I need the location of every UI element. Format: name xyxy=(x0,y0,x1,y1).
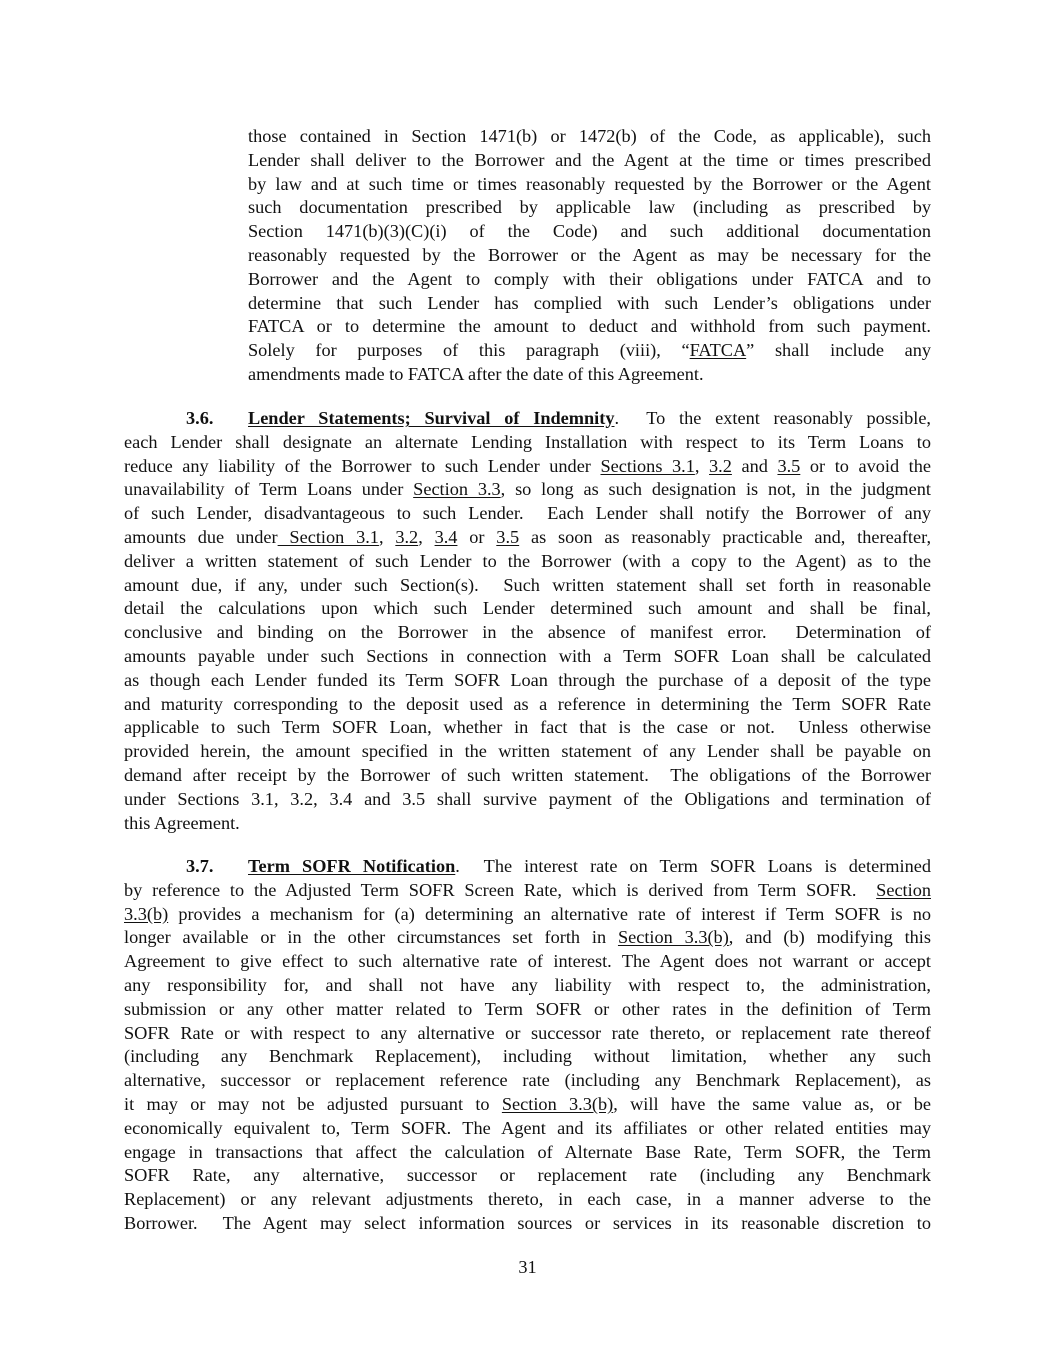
text-line xyxy=(124,455,931,479)
cross-reference: Section 3.3 xyxy=(413,479,501,500)
text-segment: applicable to such Term SOFR Loan, whether in fact that is the case or not. Unless otherwise xyxy=(124,717,931,738)
cross-reference: 3.5 xyxy=(777,455,801,476)
text-line xyxy=(124,998,931,1022)
text-line xyxy=(124,1093,931,1117)
text-segment: SOFR Rate or with respect to any alternative or successor rate thereto, or replacement rate thereof xyxy=(124,1022,931,1043)
text-segment: submission or any other matter related to Term SOFR or other rates in the definition of Term xyxy=(124,998,931,1019)
text-segment: and xyxy=(731,455,778,476)
text-segment: , xyxy=(418,526,435,547)
text-line xyxy=(124,740,931,764)
text-segment: Solely for purposes of this paragraph (viii), “ xyxy=(248,340,690,361)
text-line xyxy=(124,621,931,645)
section-heading: Lender Statements; Survival of Indemnity xyxy=(248,408,615,428)
text-line xyxy=(124,431,931,455)
text-line xyxy=(124,764,931,788)
text-segment: SOFR Rate, any alternative, successor or replacement rate (including any Benchmark xyxy=(124,1165,931,1186)
text-line xyxy=(124,669,931,693)
text-segment: by law and at such time or times reasonably requested by the Borrower or the Agent xyxy=(248,173,931,194)
text-segment: amounts payable under such Sections in connection with a Term SOFR Loan shall be calculated xyxy=(124,645,931,666)
text-segment: unavailability of Term Loans under xyxy=(124,479,414,500)
text-line xyxy=(248,173,931,197)
text-line xyxy=(124,645,931,669)
text-line xyxy=(124,1188,931,1212)
text-segment: engage in transactions that affect the calculation of Alternate Base Rate, Term SOFR, the Term xyxy=(124,1141,931,1162)
text-segment: , xyxy=(378,526,396,547)
text-segment: of such Lender, disadvantageous to such Lender. Each Lender shall notify the Borrower of any xyxy=(124,503,931,524)
cross-reference: Section 3.3(b) xyxy=(617,927,729,948)
text-segment: provides a mechanism for (a) determining an alternative rate of interest if Term SOFR is no xyxy=(168,903,931,924)
cross-reference: 3.2 xyxy=(709,455,732,476)
text-segment: Section 1471(b)(3)(C)(i) of the Code) and such additional documentation xyxy=(248,221,931,242)
text-segment: , xyxy=(694,455,710,476)
text-segment: those contained in Section 1471(b) or 1472(b) of the Code, as applicable), such xyxy=(248,126,931,146)
text-segment: under Sections 3.1, 3.2, 3.4 and 3.5 shall survive payment of the Obligations and termination of xyxy=(124,788,931,809)
text-segment: , will have the same value as, or be xyxy=(613,1093,931,1114)
text-segment: alternative, successor or replacement reference rate (including any Benchmark Replacement), as xyxy=(124,1070,931,1091)
text-line xyxy=(248,315,931,339)
text-line xyxy=(124,926,931,950)
text-line xyxy=(124,597,931,621)
text-segment: reduce any liability of the Borrower to such Lender under xyxy=(124,455,601,476)
cross-reference: FATCA xyxy=(689,340,747,361)
text-segment: as though each Lender funded its Term SOFR Loan through the purchase of a deposit of the type xyxy=(124,669,931,690)
text-segment: it may or may not be adjusted pursuant to xyxy=(124,1093,502,1114)
text-line xyxy=(124,1022,931,1046)
text-line xyxy=(124,1069,931,1093)
text-segment: amounts due under xyxy=(124,526,278,547)
text-segment: demand after receipt by the Borrower of such written statement. The obligations of the Borrower xyxy=(124,764,931,785)
text-line xyxy=(248,339,931,363)
text-line xyxy=(124,855,931,879)
cross-reference: 3.5 xyxy=(496,526,520,547)
text-line xyxy=(124,1045,931,1069)
text-line xyxy=(124,812,931,836)
text-line xyxy=(248,220,931,244)
text-segment: as soon as reasonably practicable and, thereafter, xyxy=(519,526,931,547)
text-segment: Replacement) or any relevant adjustments thereto, in each case, in a manner adverse to the xyxy=(124,1189,931,1210)
cross-reference: 3.4 xyxy=(434,526,458,547)
text-segment: Borrower. The Agent may select information sources or services in its reasonable discretion to xyxy=(124,1212,931,1233)
text-line xyxy=(124,574,931,598)
text-segment: amount due, if any, under such Section(s). Such written statement shall set forth in reasonable xyxy=(124,574,931,595)
text-segment: detail the calculations upon which such Lender determined such amount and shall be final, xyxy=(124,598,931,619)
text-segment: determine that such Lender has complied with such Lender’s obligations under xyxy=(248,292,931,313)
text-segment: (including any Benchmark Replacement), including without limitation, whether any such xyxy=(124,1046,931,1067)
section-number: 3.7. xyxy=(186,856,214,876)
text-line xyxy=(248,125,931,149)
text-line xyxy=(248,196,931,220)
cross-reference: 3.3(b) xyxy=(124,903,169,924)
text-line xyxy=(124,1164,931,1188)
text-segment: such documentation prescribed by applicable law (including as prescribed by xyxy=(248,197,931,218)
text-segment: provided herein, the amount specified in the written statement of any Lender shall be payable on xyxy=(124,741,931,762)
text-segment: . The interest rate on Term SOFR Loans is determined xyxy=(455,856,931,876)
text-line xyxy=(124,693,931,717)
text-line xyxy=(124,526,931,550)
text-line xyxy=(124,716,931,740)
cross-reference: Section 3.3(b) xyxy=(501,1093,614,1114)
section-3-7-term-sofr-notification xyxy=(124,855,931,1236)
text-segment: amendments made to FATCA after the date of this Agreement. xyxy=(248,363,704,384)
text-line xyxy=(124,478,931,502)
text-line xyxy=(124,974,931,998)
text-segment: Agreement to give effect to such alternative rate of interest. The Agent does not warrant or accept xyxy=(124,951,931,972)
text-segment: deliver a written statement of such Lender to the Borrower (with a copy to the Agent) as to the xyxy=(124,550,931,571)
cross-reference: Section 3.1 xyxy=(277,526,379,547)
text-segment: Lender shall deliver to the Borrower and the Agent at the time or times prescribed xyxy=(248,149,931,170)
text-segment: Borrower and the Agent to comply with their obligations under FATCA and to xyxy=(248,268,931,289)
text-segment: , so long as such designation is not, in the judgment xyxy=(500,479,931,500)
text-line xyxy=(124,1212,931,1236)
text-line xyxy=(248,292,931,316)
text-line xyxy=(248,149,931,173)
text-segment: ” shall include any xyxy=(746,340,931,361)
page-number: 31 xyxy=(518,1257,537,1277)
text-segment: economically equivalent to, Term SOFR. The Agent and its affiliates or other related entities may xyxy=(124,1117,931,1138)
cross-reference: Sections 3.1 xyxy=(600,455,695,476)
text-segment: reasonably requested by the Borrower or the Agent as may be necessary for the xyxy=(248,244,931,265)
text-segment: longer available or in the other circumstances set forth in xyxy=(124,927,618,948)
text-line xyxy=(124,407,931,431)
section-number: 3.6. xyxy=(186,408,214,428)
text-segment: or to avoid the xyxy=(800,455,931,476)
text-line xyxy=(248,363,931,387)
text-segment: this Agreement. xyxy=(124,812,240,833)
text-segment: conclusive and binding on the Borrower in the absence of manifest error. Determination of xyxy=(124,622,931,643)
text-segment: FATCA or to determine the amount to deduct and withhold from such payment. xyxy=(248,316,931,337)
text-segment: each Lender shall designate an alternate Lending Installation with respect to its Term Loans to xyxy=(124,431,931,452)
text-line xyxy=(124,879,931,903)
text-line xyxy=(248,268,931,292)
text-segment: or xyxy=(457,526,497,547)
text-segment: . To the extent reasonably possible, xyxy=(614,408,931,428)
text-line xyxy=(124,1141,931,1165)
cross-reference: Section xyxy=(876,879,931,900)
text-line xyxy=(124,550,931,574)
text-segment: by reference to the Adjusted Term SOFR Screen Rate, which is derived from Term SOFR. xyxy=(124,879,877,900)
section-3-6-lender-statements xyxy=(124,407,931,835)
text-line xyxy=(124,788,931,812)
section-heading: Term SOFR Notification xyxy=(248,856,456,876)
text-segment: , and (b) modifying this xyxy=(728,927,931,948)
text-line xyxy=(124,1117,931,1141)
text-segment: and maturity corresponding to the deposit used as a reference in determining the Term SOFR Rate xyxy=(124,693,931,714)
cross-reference: 3.2 xyxy=(395,526,419,547)
text-line xyxy=(124,903,931,927)
text-line xyxy=(248,244,931,268)
text-line xyxy=(124,502,931,526)
text-line xyxy=(124,950,931,974)
text-segment: any responsibility for, and shall not have any liability with respect to, the administration, xyxy=(124,974,931,995)
paragraph-fatca-continuation xyxy=(248,125,931,387)
